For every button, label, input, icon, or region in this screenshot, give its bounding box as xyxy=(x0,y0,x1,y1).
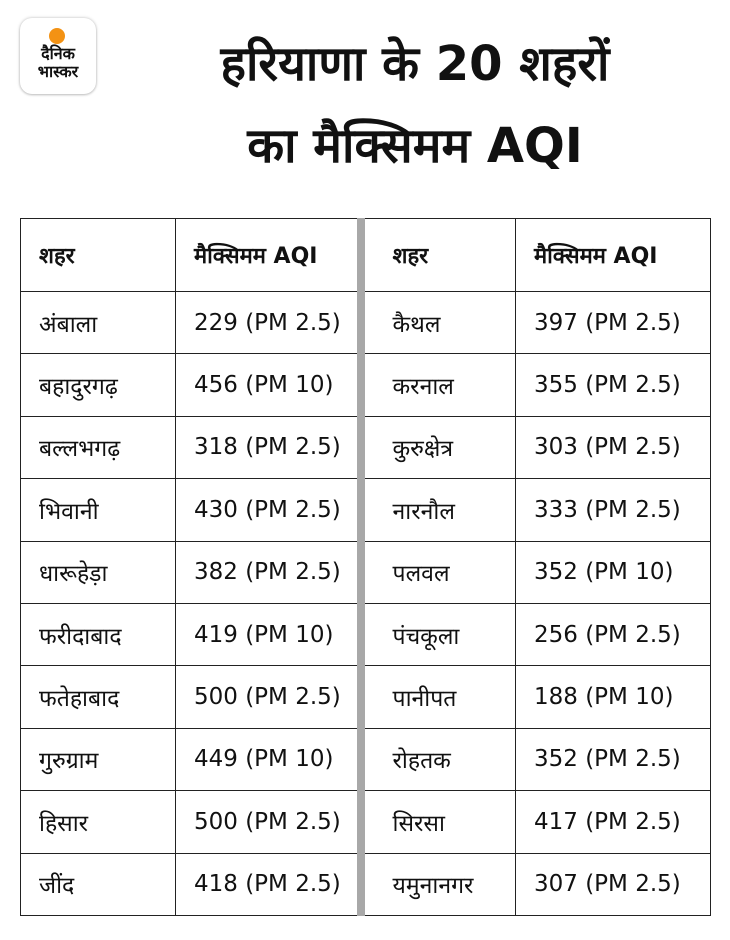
cell-aqi-right: 333 (PM 2.5) xyxy=(516,479,711,541)
cell-city-left: भिवानी xyxy=(21,479,176,541)
sun-icon xyxy=(49,28,65,44)
header-aqi-right: मैक्सिमम AQI xyxy=(516,219,711,292)
table-row xyxy=(21,853,711,915)
cell-aqi-right: 397 (PM 2.5) xyxy=(516,292,711,354)
cell-city-left: गुरुग्राम xyxy=(21,728,176,790)
cell-city-left: बहादुरगढ़ xyxy=(21,354,176,416)
dainik-bhaskar-logo xyxy=(20,18,96,94)
cell-city-right: नारनौल xyxy=(361,479,516,541)
cell-city-left: जींद xyxy=(21,853,176,915)
cell-city-right: पानीपत xyxy=(361,666,516,728)
logo-text-line1: दैनिक xyxy=(41,44,75,63)
page-title-line1: हरियाणा के 20 शहरों xyxy=(220,36,610,92)
cell-aqi-right: 352 (PM 2.5) xyxy=(516,728,711,790)
cell-city-right: करनाल xyxy=(361,354,516,416)
cell-aqi-right: 256 (PM 2.5) xyxy=(516,603,711,665)
cell-aqi-right: 417 (PM 2.5) xyxy=(516,791,711,853)
cell-aqi-left: 419 (PM 10) xyxy=(176,603,361,665)
table-row xyxy=(21,354,711,416)
cell-aqi-left: 500 (PM 2.5) xyxy=(176,666,361,728)
cell-aqi-left: 229 (PM 2.5) xyxy=(176,292,361,354)
cell-aqi-left: 318 (PM 2.5) xyxy=(176,416,361,478)
header-city-left: शहर xyxy=(21,219,176,292)
table-row xyxy=(21,479,711,541)
cell-aqi-left: 456 (PM 10) xyxy=(176,354,361,416)
cell-aqi-left: 449 (PM 10) xyxy=(176,728,361,790)
table-row xyxy=(21,292,711,354)
cell-city-right: सिरसा xyxy=(361,791,516,853)
cell-aqi-right: 355 (PM 2.5) xyxy=(516,354,711,416)
table-row xyxy=(21,728,711,790)
cell-aqi-left: 382 (PM 2.5) xyxy=(176,541,361,603)
table-row xyxy=(21,791,711,853)
cell-city-left: हिसार xyxy=(21,791,176,853)
header-aqi-left: मैक्सिमम AQI xyxy=(176,219,361,292)
cell-aqi-right: 303 (PM 2.5) xyxy=(516,416,711,478)
cell-aqi-left: 430 (PM 2.5) xyxy=(176,479,361,541)
table-row xyxy=(21,666,711,728)
header-city-right: शहर xyxy=(361,219,516,292)
page-title-line2: का मैक्सिमम AQI xyxy=(247,118,583,174)
cell-city-left: धारूहेड़ा xyxy=(21,541,176,603)
logo-text-line2: भास्कर xyxy=(37,62,79,81)
cell-city-left: फतेहाबाद xyxy=(21,666,176,728)
cell-city-right: यमुनानगर xyxy=(361,853,516,915)
table-row xyxy=(21,541,711,603)
cell-city-left: फरीदाबाद xyxy=(21,603,176,665)
cell-city-right: पंचकूला xyxy=(361,603,516,665)
aqi-table xyxy=(20,218,711,916)
cell-aqi-left: 418 (PM 2.5) xyxy=(176,853,361,915)
cell-city-right: रोहतक xyxy=(361,728,516,790)
cell-city-right: कैथल xyxy=(361,292,516,354)
cell-aqi-right: 188 (PM 10) xyxy=(516,666,711,728)
cell-city-right: पलवल xyxy=(361,541,516,603)
table-row xyxy=(21,416,711,478)
cell-city-left: अंबाला xyxy=(21,292,176,354)
table-header-row xyxy=(21,219,711,292)
table-row xyxy=(21,603,711,665)
cell-aqi-right: 307 (PM 2.5) xyxy=(516,853,711,915)
cell-aqi-right: 352 (PM 10) xyxy=(516,541,711,603)
cell-city-right: कुरुक्षेत्र xyxy=(361,416,516,478)
cell-city-left: बल्लभगढ़ xyxy=(21,416,176,478)
cell-aqi-left: 500 (PM 2.5) xyxy=(176,791,361,853)
